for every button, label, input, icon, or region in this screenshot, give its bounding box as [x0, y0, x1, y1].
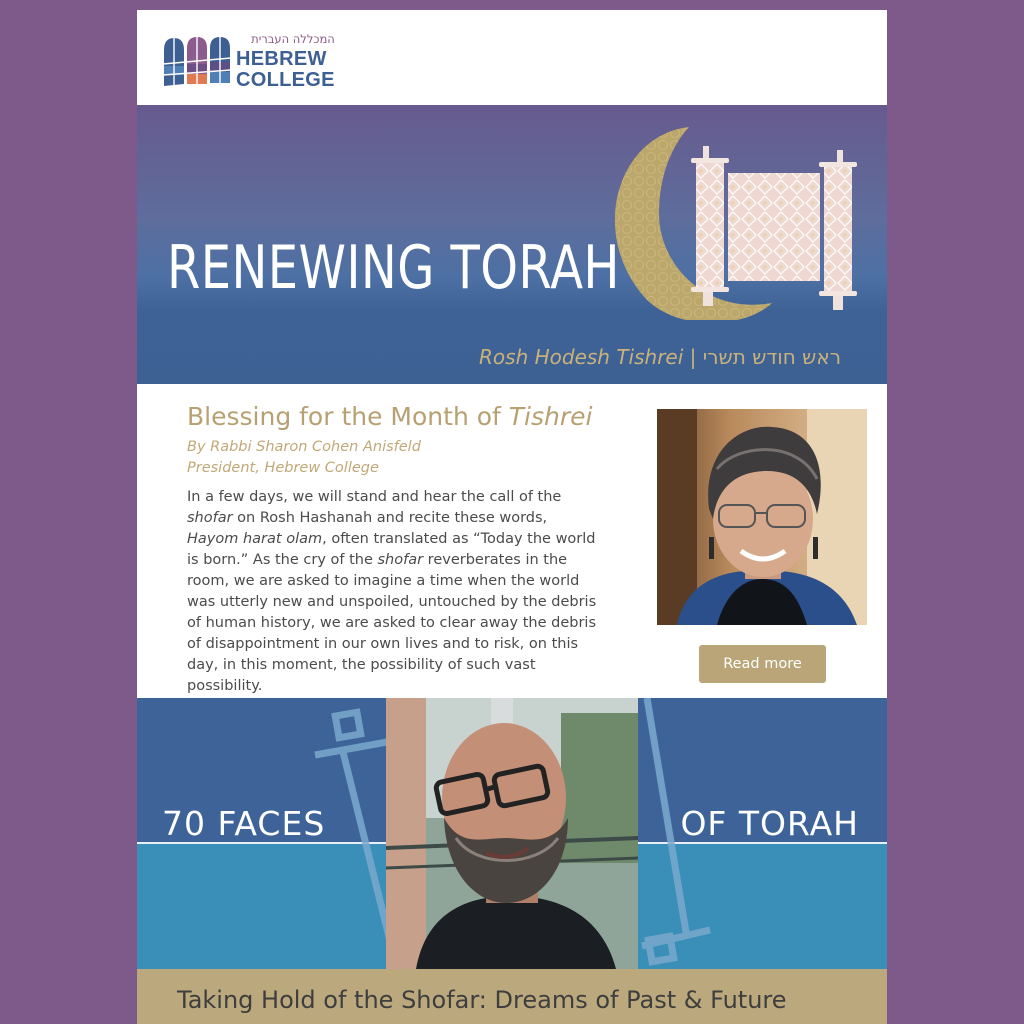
- faces-title-left: 70 FACES: [162, 804, 326, 843]
- article-title-link[interactable]: Taking Hold of the Shofar: Dreams of Past & Future: [177, 986, 787, 1014]
- banner-subtitle-hebrew: ראש חודש תשרי: [702, 345, 841, 369]
- body-text: In a few days, we will stand and hear the call of the: [187, 489, 562, 505]
- hebrew-college-logo[interactable]: [163, 34, 335, 91]
- crescent-moon-torah-scroll-illustration: [597, 115, 872, 320]
- renewing-torah-banner: [137, 105, 887, 384]
- author-title: President, Hebrew College: [187, 460, 379, 476]
- body-term-shofar: shofar: [377, 552, 424, 568]
- logo-hebrew-text: המכללה העברית: [251, 32, 335, 46]
- body-text: reverberates in the room, we are asked to imagine a time when the world was utterly new and unspoiled, untouched by the debris of human history, we are asked to clear away the debris of disappointment in our own lives and to risk, on this day, in this moment, the possibility of such vast possibility.: [187, 552, 597, 694]
- body-text: , often translated as “Today the world is born.” As the cry of the: [187, 531, 596, 568]
- hebrew-college-window-icon: [163, 36, 231, 88]
- blessing-title-prefix: Blessing for the Month of: [187, 402, 509, 431]
- blessing-title[interactable]: [187, 402, 592, 431]
- article-title-bar: [137, 969, 887, 1024]
- blessing-byline: [187, 437, 421, 479]
- banner-subtitle-separator: |: [689, 345, 697, 369]
- newsletter-email: [137, 10, 887, 1024]
- author-portrait-photo: [657, 409, 867, 625]
- faces-title-right: OF TORAH: [680, 804, 859, 843]
- banner-subtitle-english: Rosh Hodesh Tishrei: [479, 345, 684, 369]
- author-name: By Rabbi Sharon Cohen Anisfeld: [187, 439, 421, 455]
- body-term-hayom-harat-olam: Hayom harat olam: [187, 531, 323, 547]
- body-text: on Rosh Hashanah and recite these words,: [232, 510, 548, 526]
- rabbi-portrait-photo: [386, 698, 638, 969]
- seventy-faces-banner: [137, 698, 887, 969]
- logo-line-hebrew: HEBREW: [236, 47, 327, 70]
- logo-bar: [137, 10, 887, 105]
- banner-title: RENEWING TORAH: [167, 233, 620, 303]
- body-term-shofar: shofar: [187, 510, 233, 526]
- blessing-section: [137, 384, 887, 698]
- banner-subtitle: [479, 345, 841, 369]
- logo-line-college: COLLEGE: [236, 68, 335, 91]
- blessing-body: [187, 487, 602, 697]
- logo-wordmark: [236, 34, 335, 91]
- read-more-button[interactable]: Read more: [699, 645, 826, 683]
- blessing-title-month: Tishrei: [508, 402, 593, 431]
